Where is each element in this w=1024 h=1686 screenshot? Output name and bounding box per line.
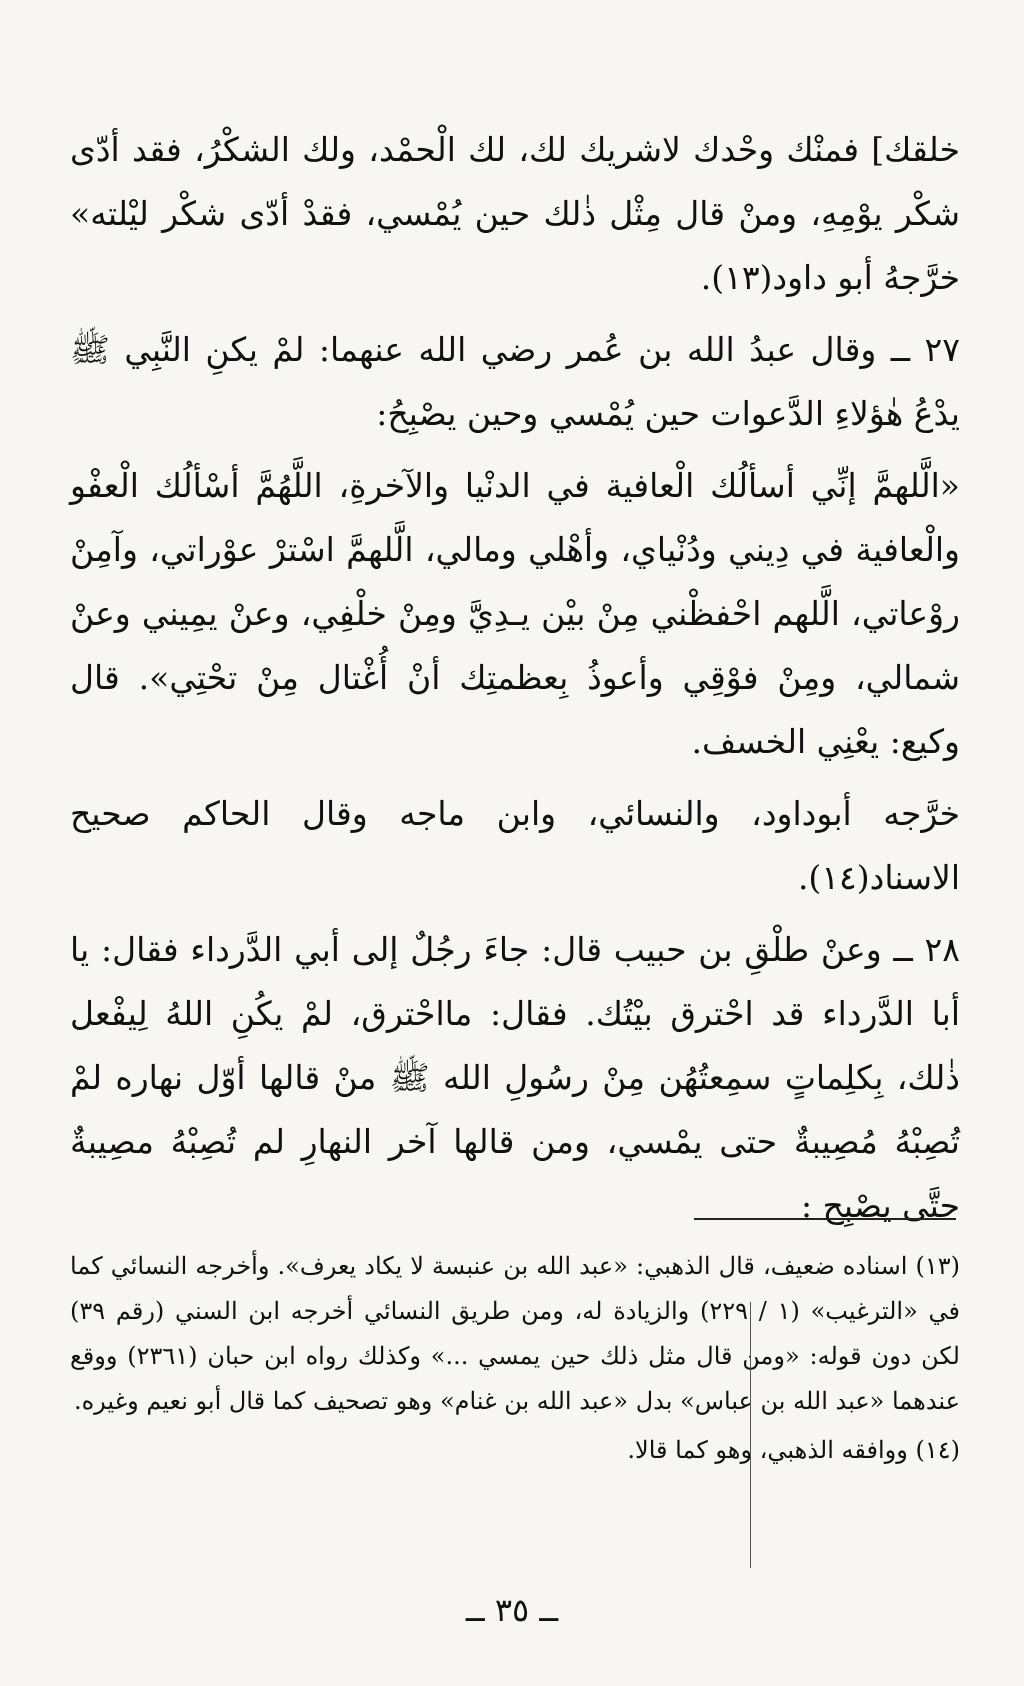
footnote-13: (١٣) اسناده ضعيف، قال الذهبي: «عبد الله بن عنبسة لا يكاد يعرف». وأخرجه النسائي كما في «الترغيب» (١ / ٢٢٩) والزيادة له، ومن طريق النسائي أخرجه ابن السني (رقم ٣٩) لكن دون قوله: «ومن قال مثل ذلك حين يمسي ...» وكذلك رواه ابن حبان (٢٣٦١) ووقع عندهما «عبد الله بن عباس» بدل «عبد الله بن غنام» وهو تصحيف كما قال أبو نعيم وغيره. [70,1252,960,1415]
page-number: ــ ٣٥ ــ [465,1591,559,1629]
paragraph-5-hadith-28: ٢٨ ــ وعنْ طلْقِ بن حبيب قال: جاءَ رجُلٌ إلى أبي الدَّرداء فقال: يا أبا الدَّرداء قد احْترق بيْتُك. فقال: مااحْترق، لمْ يكُنِ اللهُ لِيفْعل ذٰلك، بِكلِماتٍ سمِعتُهُن مِنْ رسُولِ الله ﷺ منْ قالها أوّل نهاره لمْ تُصِبْهُ مُصِيبةٌ حتى يمْسي، ومن قالها آخر النهارِ لم تُصِبْهُ مصِيبةٌ حتَّى يصْبِح : [70,930,960,1225]
footnote-14: (١٤) ووافقه الذهبي، وهو كما قالا. [627,1436,960,1464]
footnote-divider [694,1218,956,1220]
paragraph-1: خلقك] فمنْك وحْدك لاشريك لك، لك الْحمْد، ولك الشكْرُ، فقد أدّى شكْر يوْمِهِ، ومنْ قال مِثْل ذٰلك حين يُمْسي، فقدْ أدّى شكْر ليْلته» خرَّجهُ أبو داود(١٣). [70,130,960,297]
paragraph-2-hadith-27: ٢٧ ــ وقال عبدُ الله بن عُمر رضي الله عنهما: لمْ يكنِ النَّبِي ﷺ يدْعُ هٰؤلاءِ الدَّعوات حين يُمْسي وحين يصْبِحُ: [70,330,960,433]
scan-artifact-line [750,1302,751,1568]
footnotes [70,1244,960,1473]
main-text [70,118,960,1238]
paragraph-3-supplication: «الَّلهمَّ إنِّي أسألُك الْعافية في الدنْيا والآخرةِ، اللَّهُمَّ أسْألُك الْعفْو والْعافية في دِيني ودُنْياي، وأهْلي ومالي، الَّلهمَّ اسْترْ عوْراتي، وآمِنْ روْعاتي، الَّلهم احْفظْني مِنْ بيْن يـدِيَّ ومِنْ خلْفِي، وعنْ يمِيني وعنْ شمالي، ومِنْ فوْقِي وأعوذُ بِعظمتِك أنْ أُغْتال مِنْ تحْتِي». قال وكيع: يعْنِي الخسف. [70,466,960,761]
paragraph-4-citation: خرَّجه أبوداود، والنسائي، وابن ماجه وقال الحاكم صحيح الاسناد(١٤). [70,794,960,897]
